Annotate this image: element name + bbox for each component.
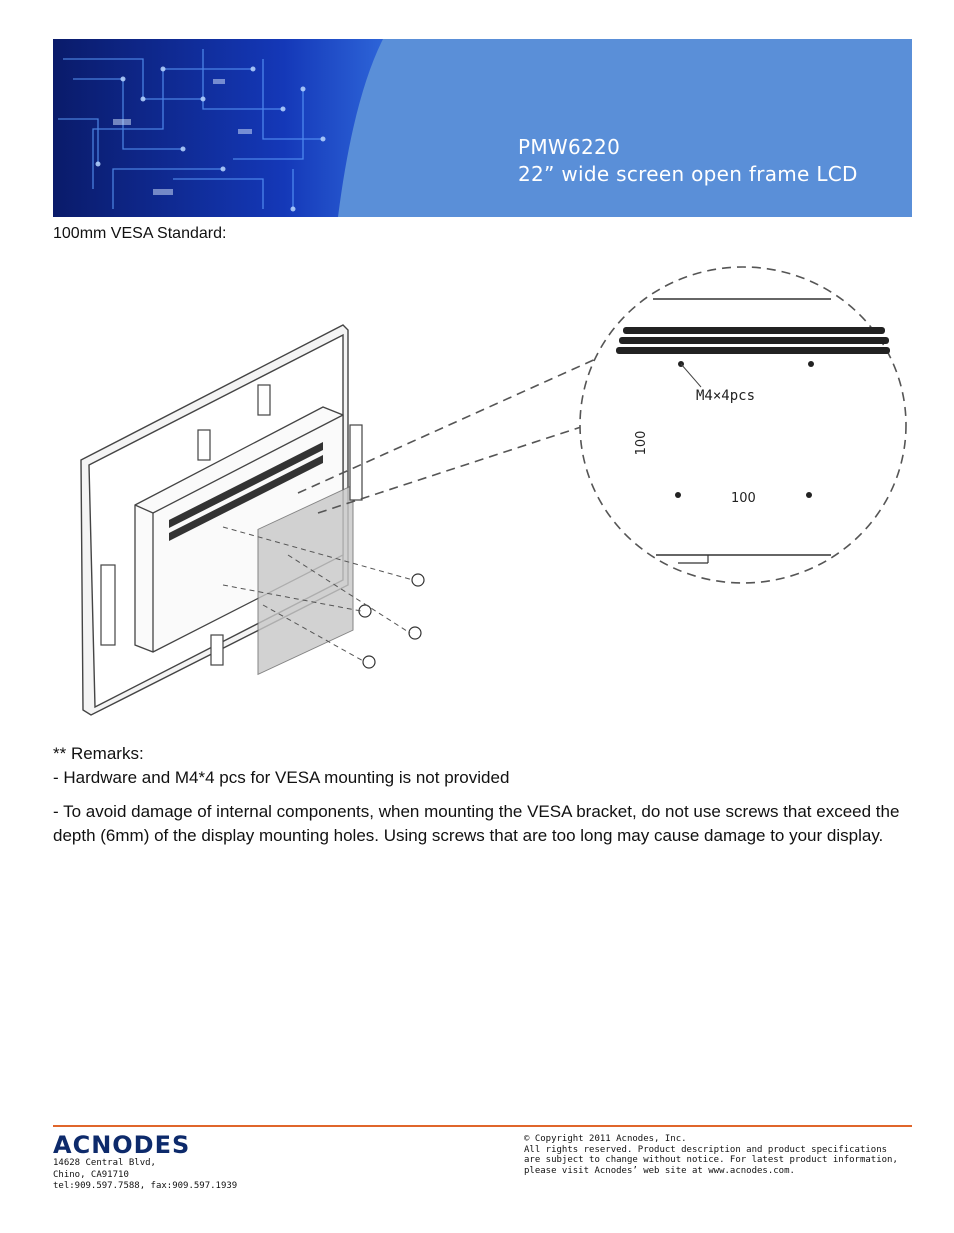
copyright-line-3: are subject to change without notice. For latest product information, bbox=[524, 1155, 898, 1165]
model-number: PMW6220 bbox=[518, 135, 621, 159]
contact-phone-fax: tel:909.597.7588, fax:909.597.1939 bbox=[53, 1181, 238, 1191]
address-city: Chino, CA91710 bbox=[53, 1169, 129, 1180]
company-address bbox=[53, 1158, 237, 1193]
acnodes-logo bbox=[53, 1131, 213, 1157]
dimension-vertical: 100 bbox=[634, 430, 649, 456]
copyright-line-2: All rights reserved. Product description and product specifications bbox=[524, 1144, 888, 1155]
product-subtitle: 22” wide screen open frame LCD bbox=[518, 162, 858, 186]
footer-divider bbox=[53, 1125, 912, 1127]
svg-text:ACNODES: ACNODES bbox=[53, 1131, 191, 1157]
copyright-line-1: © Copyright 2011 Acnodes, Inc. bbox=[524, 1134, 687, 1144]
banner-title bbox=[518, 134, 858, 188]
header-banner bbox=[53, 39, 912, 217]
remarks-section bbox=[53, 742, 913, 847]
dimension-horizontal: 100 bbox=[731, 491, 756, 506]
vesa-mounting-diagram bbox=[53, 255, 923, 725]
screws bbox=[359, 574, 424, 668]
vent-dot-rows bbox=[616, 327, 890, 354]
remark-hardware: - Hardware and M4*4 pcs for VESA mounting is not provided bbox=[53, 767, 510, 787]
copyright-line-4: please visit Acnodes’ web site at www.acnodes.com. bbox=[524, 1165, 795, 1176]
copyright-notice bbox=[524, 1134, 898, 1176]
zoom-detail bbox=[580, 267, 906, 583]
remark-screw-depth: - To avoid damage of internal components, when mounting the VESA bracket, do not use screws that exceed the depth (6mm) of the display mounting holes. Using screws that are too long may cause damage to your display. bbox=[53, 802, 900, 845]
callout-label: M4×4pcs bbox=[696, 388, 756, 404]
address-street: 14628 Central Blvd, bbox=[53, 1158, 156, 1168]
section-label: 100mm VESA Standard: bbox=[53, 225, 227, 242]
remarks-heading: ** Remarks: bbox=[53, 744, 144, 763]
circuit-board-image bbox=[53, 39, 912, 217]
